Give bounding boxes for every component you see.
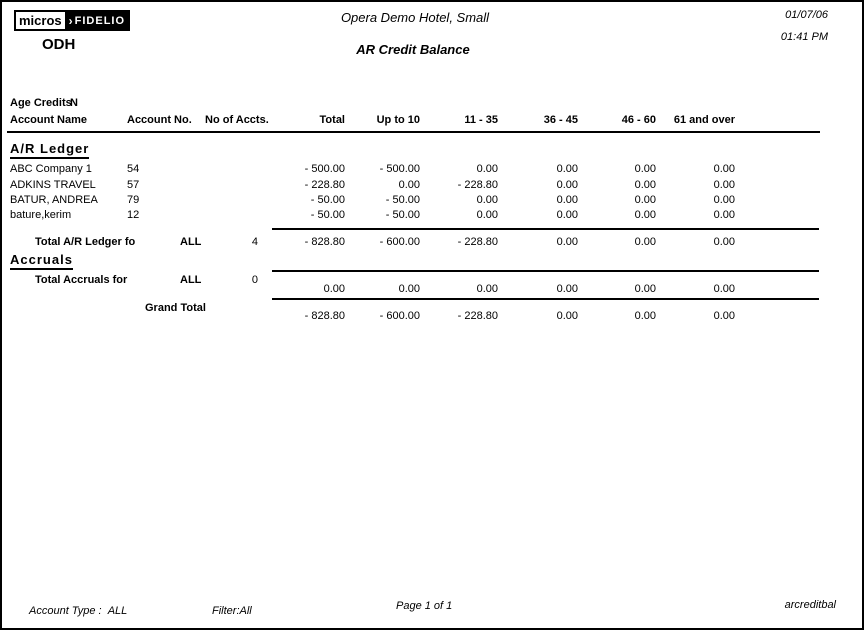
chevron-right-icon: › — [68, 13, 74, 28]
cell-36-45: 0.00 — [556, 179, 578, 191]
cell-46-60: 0.00 — [634, 194, 656, 206]
accruals-total-values-row — [2, 283, 862, 295]
cell-46-60: 0.00 — [634, 179, 656, 191]
col-header-account-name: Account Name — [10, 114, 88, 126]
subtotal-rule — [272, 228, 819, 230]
cell-11-35: 0.00 — [476, 163, 498, 175]
cell-up-to-10: - 600.00 — [379, 310, 420, 322]
account-row — [2, 194, 862, 206]
cell-total: - 228.80 — [304, 179, 345, 191]
cell-account-no: 12 — [127, 209, 140, 221]
cell-36-45: 0.00 — [556, 209, 578, 221]
col-header-total: Total — [319, 114, 345, 126]
report-time: 01:41 PM — [780, 31, 828, 43]
cell-11-35: 0.00 — [476, 209, 498, 221]
cell-46-60: 0.00 — [634, 236, 656, 248]
property-code: ODH — [42, 36, 76, 53]
age-credits-label: Age Credits — [10, 97, 72, 109]
account-row — [2, 179, 862, 191]
cell-46-60: 0.00 — [634, 209, 656, 221]
cell-36-45: 0.00 — [556, 194, 578, 206]
cell-11-35: - 228.80 — [457, 179, 498, 191]
col-header-11-35: 11 - 35 — [464, 114, 498, 126]
cell-total: - 50.00 — [310, 194, 345, 206]
report-title: AR Credit Balance — [356, 42, 470, 57]
cell-61-and-over: 0.00 — [713, 283, 735, 295]
ar-ledger-total-row — [2, 236, 862, 248]
col-header-no-of-accts: No of Accts. — [205, 114, 269, 126]
cell-up-to-10: 0.00 — [398, 283, 420, 295]
cell-account-name: ADKINS TRAVEL — [10, 179, 96, 191]
cell-61-and-over: 0.00 — [713, 310, 735, 322]
fidelio-label: FIDELIO — [74, 14, 126, 27]
col-header-36-45: 36 - 45 — [543, 114, 578, 126]
account-row — [2, 163, 862, 175]
micros-logo-text: micros — [14, 10, 67, 31]
cell-up-to-10: - 50.00 — [385, 194, 420, 206]
total-account-filter: ALL — [180, 274, 202, 286]
account-row — [2, 209, 862, 221]
grand-total-label: Grand Total — [145, 302, 206, 314]
cell-61-and-over: 0.00 — [713, 179, 735, 191]
col-header-account-no: Account No. — [127, 114, 192, 126]
total-account-filter: ALL — [180, 236, 202, 248]
cell-46-60: 0.00 — [634, 283, 656, 295]
cell-11-35: 0.00 — [476, 194, 498, 206]
cell-account-no: 79 — [127, 194, 140, 206]
cell-46-60: 0.00 — [634, 310, 656, 322]
section-heading-ar-ledger: A/R Ledger — [10, 141, 89, 159]
cell-36-45: 0.00 — [556, 236, 578, 248]
footer-filter: Filter:All — [212, 605, 252, 617]
section-heading-accruals: Accruals — [10, 252, 73, 270]
cell-account-name: ABC Company 1 — [10, 163, 92, 175]
report-date: 01/07/06 — [785, 9, 828, 21]
grand-total-rule — [272, 298, 819, 300]
total-label: Total Accruals for — [35, 274, 128, 286]
total-label: Total A/R Ledger fo — [35, 236, 136, 248]
cell-36-45: 0.00 — [556, 310, 578, 322]
cell-account-name: BATUR, ANDREA — [10, 194, 98, 206]
cell-account-name: bature,kerim — [10, 209, 72, 221]
cell-61-and-over: 0.00 — [713, 194, 735, 206]
cell-total: 0.00 — [323, 283, 345, 295]
cell-61-and-over: 0.00 — [713, 209, 735, 221]
cell-total: - 828.80 — [304, 236, 345, 248]
cell-total: - 500.00 — [304, 163, 345, 175]
cell-46-60: 0.00 — [634, 163, 656, 175]
footer-account-type — [29, 605, 127, 617]
col-header-46-60: 46 - 60 — [621, 114, 656, 126]
cell-up-to-10: - 50.00 — [385, 209, 420, 221]
cell-61-and-over: 0.00 — [713, 236, 735, 248]
total-account-count: 0 — [251, 274, 258, 286]
cell-36-45: 0.00 — [556, 163, 578, 175]
col-header-up-to-10: Up to 10 — [376, 114, 420, 126]
cell-account-no: 54 — [127, 163, 140, 175]
age-credits-row — [2, 97, 862, 109]
cell-11-35: 0.00 — [476, 283, 498, 295]
footer-report-id: arcreditbal — [784, 599, 836, 611]
cell-61-and-over: 0.00 — [713, 163, 735, 175]
total-account-count: 4 — [251, 236, 258, 248]
subtotal-rule — [272, 270, 819, 272]
age-credits-value: N — [70, 97, 78, 109]
hotel-name: Opera Demo Hotel, Small — [340, 10, 490, 25]
footer-account-type-value: ALL — [107, 605, 128, 617]
header-rule — [7, 131, 820, 133]
cell-total: - 828.80 — [304, 310, 345, 322]
column-header-row — [2, 114, 862, 126]
cell-account-no: 57 — [127, 179, 140, 191]
grand-total-values-row — [2, 310, 862, 322]
footer-account-type-label: Account Type : — [29, 605, 102, 617]
cell-up-to-10: - 600.00 — [379, 236, 420, 248]
footer-page-number: Page 1 of 1 — [396, 600, 453, 612]
cell-11-35: - 228.80 — [457, 236, 498, 248]
cell-total: - 50.00 — [310, 209, 345, 221]
cell-up-to-10: 0.00 — [398, 179, 420, 191]
cell-up-to-10: - 500.00 — [379, 163, 420, 175]
cell-11-35: - 228.80 — [457, 310, 498, 322]
cell-36-45: 0.00 — [556, 283, 578, 295]
col-header-61-and-over: 61 and over — [673, 114, 735, 126]
